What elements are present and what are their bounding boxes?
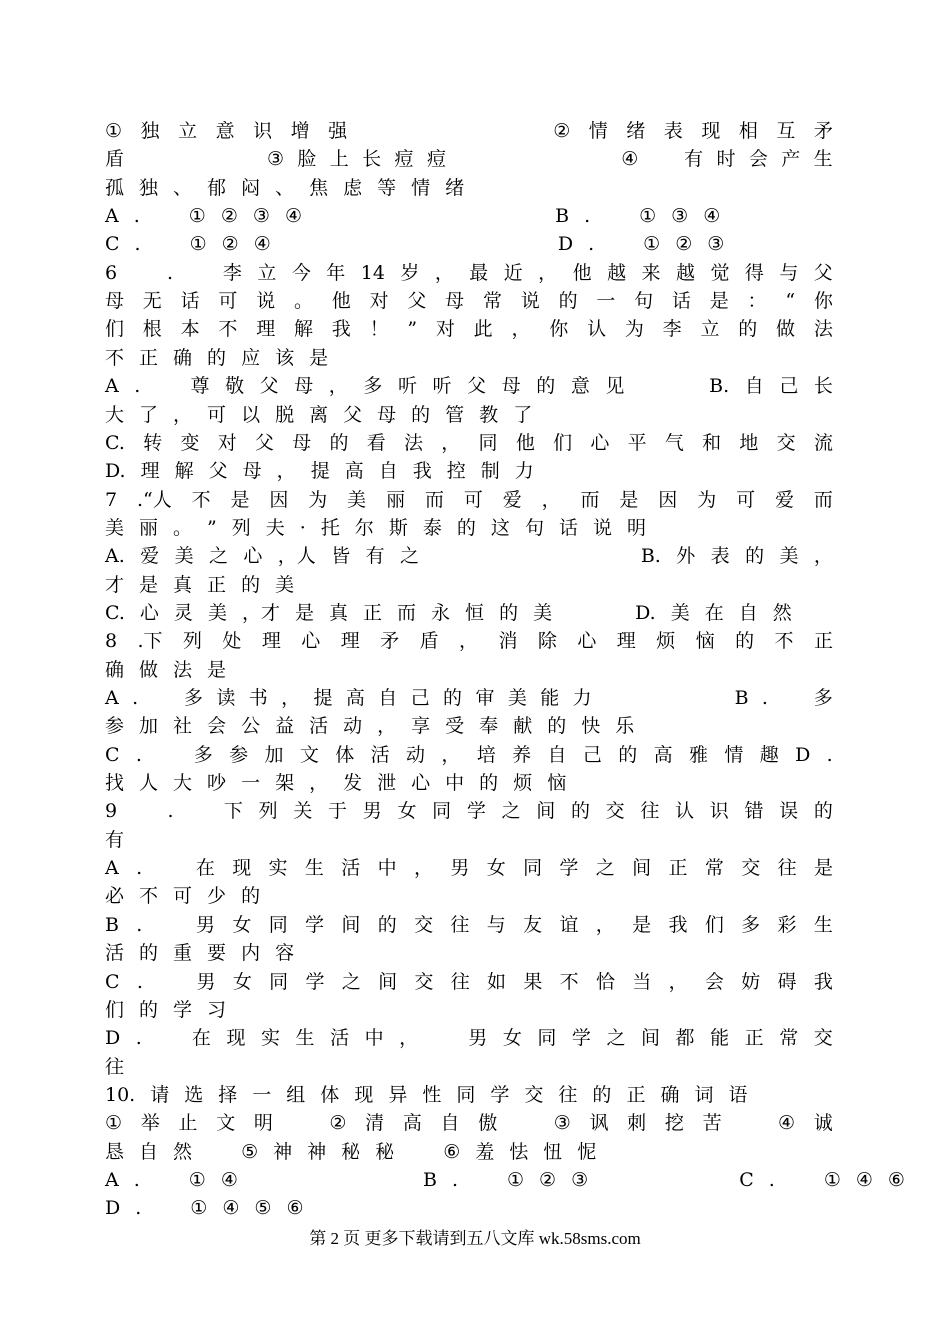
text-line: C. 转 变 对 父 母 的 看 法 ， 同 他 们 心 平 气 和 地 交 流: [105, 431, 833, 454]
text-line: 才 是 真 正 的 美: [105, 573, 295, 596]
text-line: C. 心 灵 美 ，才 是 真 正 而 永 恒 的 美 D. 美 在 自 然: [105, 601, 792, 624]
text-line: 往: [105, 1055, 125, 1078]
page-footer: 第 2 页 更多下载请到五八文库 wk.58sms.com: [309, 1229, 641, 1248]
text-line: 活 的 重 要 内 容: [105, 942, 295, 965]
text-line: 7 .“人 不 是 因 为 美 丽 而 可 爱 ， 而 是 因 为 可 爱 而: [105, 488, 833, 511]
text-line: 美 丽 。 ” 列 夫 · 托 尔 斯 泰 的 这 句 话 说 明: [105, 516, 646, 539]
text-line: A . 尊 敬 父 母 ， 多 听 听 父 母 的 意 见 B. 自 己 长: [105, 375, 833, 398]
text-line: A . 多 读 书 ， 提 高 自 己 的 审 美 能 力 B . 多: [105, 687, 833, 709]
text-line: 母 无 话 可 说 。 他 对 父 母 常 说 的 一 句 话 是 ： “ 你: [105, 290, 833, 313]
text-line: 盾 ③ 脸 上 长 痘 痘 ④ 有 时 会 产 生: [105, 148, 833, 171]
text-line: C . 男 女 同 学 之 间 交 往 如 果 不 恰 当 ， 会 妨 碍 我: [105, 970, 833, 993]
text-line: 8 .下 列 处 理 心 理 矛 盾 ， 消 除 心 理 烦 恼 的 不 正: [105, 630, 833, 653]
text-line: 不 正 确 的 应 该 是: [105, 346, 329, 369]
text-line: 确 做 法 是: [105, 658, 227, 681]
text-line: 恳 自 然 ⑤ 神 神 秘 秘 ⑥ 羞 怯 忸 怩: [105, 1140, 597, 1163]
text-line: A . ① ② ③ ④ B . ① ③ ④: [105, 205, 721, 228]
text-line: 10. 请 选 择 一 组 体 现 异 性 同 学 交 往 的 正 确 词 语: [105, 1083, 748, 1106]
text-line: D. 理 解 父 母 ， 提 高 自 我 控 制 力: [105, 460, 534, 483]
text-line: C . ① ② ④ D . ① ② ③: [105, 233, 725, 256]
text-line: 们 的 学 习: [105, 998, 227, 1021]
text-line: 有: [105, 828, 125, 851]
text-line: 们 根 本 不 理 解 我 ！ ” 对 此 ， 你 认 为 李 立 的 做 法: [105, 318, 833, 341]
text-line: B . 男 女 同 学 间 的 交 往 与 友 谊 ， 是 我 们 多 彩 生: [105, 913, 833, 936]
text-line: 大 了 ， 可 以 脱 离 父 母 的 管 教 了: [105, 403, 533, 426]
text-line: C . 多 参 加 文 体 活 动 ， 培 养 自 己 的 高 雅 情 趣 D .: [105, 743, 833, 766]
text-line: D . 在 现 实 生 活 中 ， 男 女 同 学 之 间 都 能 正 常 交: [105, 1027, 833, 1050]
text-line: ① 独 立 意 识 增 强 ② 情 绪 表 现 相 互 矛: [105, 120, 833, 142]
text-line: 孤 独 、 郁 闷 、 焦 虑 等 情 绪: [105, 176, 465, 199]
text-line: A . 在 现 实 生 活 中 ， 男 女 同 学 之 间 正 常 交 往 是: [105, 857, 833, 880]
text-line: ① 举 止 文 明 ② 清 高 自 傲 ③ 讽 刺 挖 苦 ④ 诚: [105, 1112, 833, 1135]
text-line: 6 . 李 立 今 年 14 岁 ， 最 近 ， 他 越 来 越 觉 得 与 父: [105, 261, 833, 284]
text-line: 找 人 大 吵 一 架 ， 发 泄 心 中 的 烦 恼: [105, 772, 567, 795]
text-line: 必 不 可 少 的: [105, 885, 261, 908]
text-line: A . ① ④ B . ① ② ③ C . ① ④ ⑥: [105, 1168, 905, 1191]
text-line: 9 . 下 列 关 于 男 女 同 学 之 间 的 交 往 认 识 错 误 的: [105, 800, 833, 823]
text-line: D . ① ④ ⑤ ⑥: [105, 1197, 304, 1220]
text-line: 参 加 社 会 公 益 活 动 ， 享 受 奉 献 的 快 乐: [105, 715, 635, 738]
text-line: A. 爱 美 之 心 ，人 皆 有 之 B. 外 表 的 美 ，: [105, 545, 833, 568]
